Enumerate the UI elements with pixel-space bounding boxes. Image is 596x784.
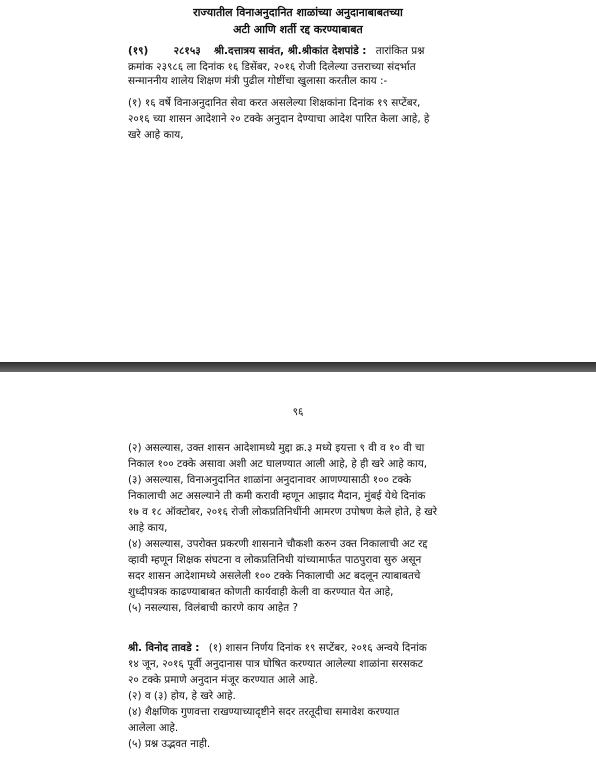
answer-speaker: श्री. विनोद तावडे :: [128, 642, 200, 654]
document-title-line-2: अटी आणि शर्ती रद्द करण्याबाबत: [233, 23, 363, 36]
question-text-line: आहे काय,: [128, 522, 168, 534]
answer-text-line: (२) व (३) होय, हे खरे आहे.: [128, 690, 236, 702]
question-text-line: क्रमांक २३९८६ ला दिनांक १६ डिसेंबर, २०१६ रोजी दिलेल्या उत्तराच्या संदर्भात: [128, 61, 416, 73]
question-reference: २८१५३: [173, 45, 201, 57]
answer-intro-line: [128, 642, 488, 655]
question-text-line: व्हावी म्हणून शिक्षक संघटना व लोकप्रतिनिधी यांच्यामार्फत पाठपुरावा सुरु असून: [128, 554, 422, 566]
question-text-line: सदर शासन आदेशामध्ये असलेली १०० टक्के निकालाची अट बदलून त्याबाबतचे: [128, 570, 421, 582]
page-number: ९६: [292, 406, 304, 418]
answer-text: (१) शासन निर्णय दिनांक १९ सप्टेंबर, २०१६ अन्वये दिनांक: [208, 642, 427, 654]
answer-text-line: १४ जून, २०१६ पूर्वी अनुदानास पात्र घोषित करण्यात आलेल्या शाळांना सरसकट: [128, 658, 424, 670]
question-text-line: (४) असल्यास, उपरोक्त प्रकरणी शासनाने चौकशी करुन उक्त निकालाची अट रद्द: [128, 538, 428, 550]
document-title-line-1: राज्यातील विनाअनुदानित शाळांच्या अनुदानाबाबतच्या: [193, 6, 403, 19]
answer-text-line: (४) शैक्षणिक गुणवत्ता राखण्याच्यादृष्टीने सदर तरतूदीचा समावेश करण्यात: [128, 706, 400, 718]
question-number: (१९): [128, 45, 149, 57]
question-text-line: १७ व १८ ऑक्टोबर, २०१६ रोजी लोकप्रतिनिधींनी आमरण उपोषण केले होते, हे खरे: [128, 506, 438, 518]
question-text-line: निकालाची अट असल्याने ती कमी करावी म्हणून आझाद मैदान, मुंबई येथे दिनांक: [128, 490, 426, 502]
question-text-line: (२) असल्यास, उक्त शासन आदेशामध्ये मुद्दा क्र.३ मध्ये इयत्ता ९ वी व १० वी चा: [128, 442, 425, 454]
question-text-line: (१) १६ वर्षे विनाअनुदानित सेवा करत असलेल्या शिक्षकांना दिनांक १९ सप्टेंबर,: [128, 97, 421, 109]
question-text-line: (३) असल्यास, विनाअनुदानित शाळांना अनुदानावर आणण्यासाठी १०० टक्के: [128, 474, 412, 486]
question-type: तारांकित प्रश्न: [375, 45, 425, 57]
question-text-line: शुध्दीपत्रक काढण्याबाबत कोणती कार्यवाही केली वा करण्यात येत आहे,: [128, 586, 394, 598]
question-text-line: खरे आहे काय,: [128, 129, 184, 141]
question-text-line: (५) नसल्यास, विलंबाची कारणे काय आहेत ?: [128, 602, 299, 614]
answer-text-line: आलेला आहे.: [128, 722, 179, 734]
question-text-line: २०१६ च्या शासन आदेशाने २० टक्के अनुदान देण्याचा आदेश पारित केला आहे, हे: [128, 113, 430, 125]
answer-text-line: २० टक्के प्रमाणे अनुदान मंजूर करण्यात आले आहे.: [128, 674, 318, 686]
question-members: श्री.दत्तात्रय सावंत, श्री.श्रीकांत देशपांडे :: [213, 45, 367, 57]
answer-text-line: (५) प्रश्न उद्भवत नाही.: [128, 738, 211, 750]
document-page-bottom: [0, 372, 596, 784]
question-intro-line: [128, 45, 488, 58]
question-text-line: निकाल १०० टक्के असावा अशी अट घालण्यात आली आहे, हे ही खरे आहे काय,: [128, 458, 428, 470]
question-text-line: सन्माननीय शालेय शिक्षण मंत्री पुढील गोष्टींचा खुलासा करतील काय :-: [128, 75, 388, 87]
document-page-top: [0, 0, 596, 362]
page-break-divider: [0, 362, 596, 372]
